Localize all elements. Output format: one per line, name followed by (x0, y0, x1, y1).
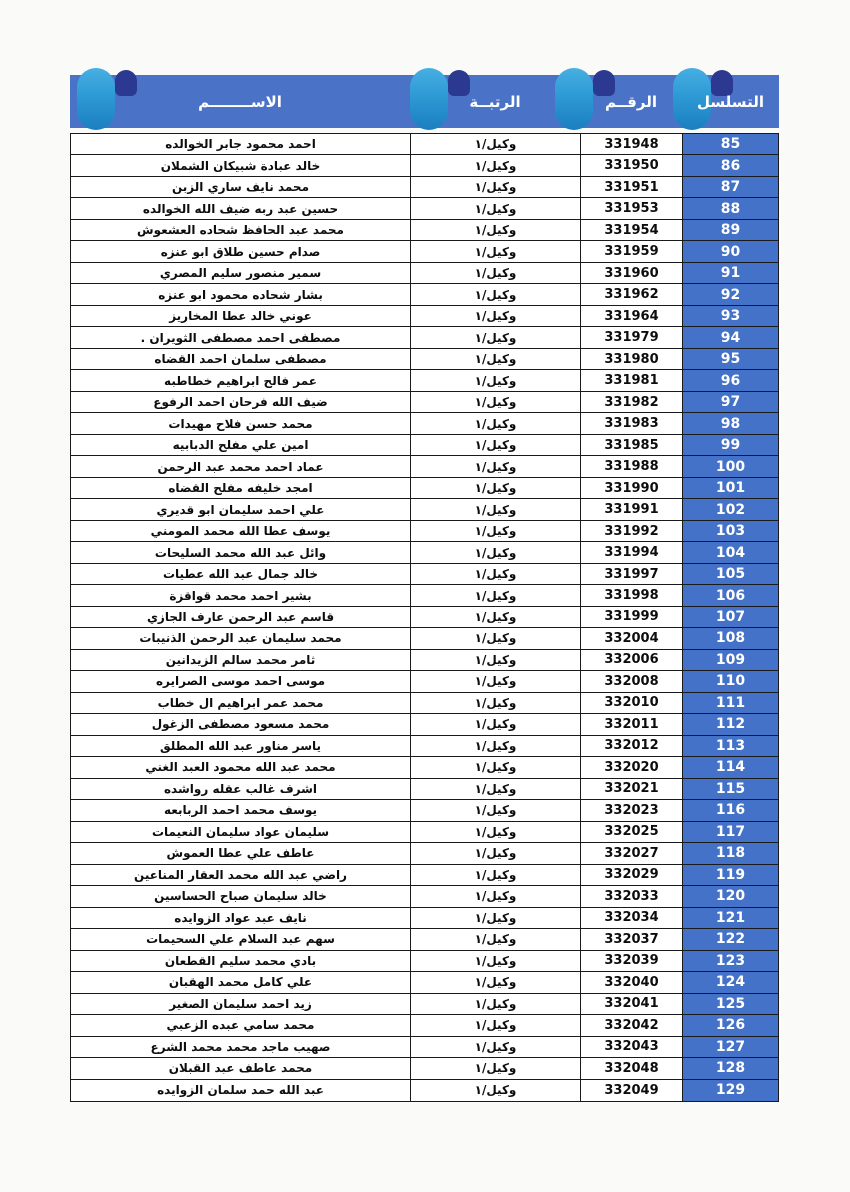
rank-cell: وكيل/١ (411, 1037, 581, 1057)
number-cell: 332023 (581, 800, 683, 821)
number-cell: 331999 (581, 607, 683, 627)
rank-cell: وكيل/١ (411, 671, 581, 691)
personnel-table (70, 75, 779, 1102)
table-row (71, 413, 778, 435)
rank-cell: وكيل/١ (411, 220, 581, 240)
serial-cell: 89 (683, 220, 778, 240)
rank-cell: وكيل/١ (411, 564, 581, 585)
rank-cell: وكيل/١ (411, 263, 581, 284)
serial-cell: 118 (683, 843, 778, 863)
rank-cell: وكيل/١ (411, 241, 581, 261)
serial-cell: 96 (683, 370, 778, 390)
rank-cell: وكيل/١ (411, 886, 581, 906)
rank-cell: وكيل/١ (411, 306, 581, 326)
serial-cell: 92 (683, 284, 778, 304)
rank-cell: وكيل/١ (411, 478, 581, 498)
number-cell: 332006 (581, 650, 683, 671)
table-row (71, 994, 778, 1015)
number-cell: 331982 (581, 392, 683, 412)
column-header-number: الرقــم (605, 92, 657, 111)
name-cell: بشير احمد محمد قواقزة (71, 585, 411, 605)
rank-cell: وكيل/١ (411, 499, 581, 520)
name-cell: وائل عبد الله محمد السليحات (71, 542, 411, 562)
serial-cell: 112 (683, 714, 778, 735)
table-row (71, 607, 778, 628)
rank-cell: وكيل/١ (411, 865, 581, 886)
rank-cell: وكيل/١ (411, 843, 581, 863)
table-header (70, 75, 779, 128)
number-cell: 331980 (581, 349, 683, 370)
number-cell: 331954 (581, 220, 683, 240)
column-header-rank: الرتبــة (469, 92, 521, 111)
name-cell: خالد سليمان صباح الحساسين (71, 886, 411, 906)
table-body (70, 133, 779, 1102)
rank-cell: وكيل/١ (411, 198, 581, 219)
table-row (71, 327, 778, 348)
serial-cell: 98 (683, 413, 778, 434)
serial-cell: 106 (683, 585, 778, 605)
rank-cell: وكيل/١ (411, 435, 581, 455)
number-cell: 331997 (581, 564, 683, 585)
name-cell: نايف عبد عواد الزوايده (71, 908, 411, 928)
number-cell: 332008 (581, 671, 683, 691)
serial-cell: 103 (683, 521, 778, 541)
rank-cell: وكيل/١ (411, 370, 581, 390)
table-row (71, 585, 778, 606)
serial-cell: 126 (683, 1015, 778, 1036)
name-cell: علي احمد سليمان ابو قديري (71, 499, 411, 520)
name-cell: محمد سليمان عبد الرحمن الذنيبات (71, 628, 411, 648)
number-cell: 332043 (581, 1037, 683, 1057)
name-cell: قاسم عبد الرحمن عارف الجازي (71, 607, 411, 627)
rank-cell: وكيل/١ (411, 349, 581, 370)
serial-cell: 85 (683, 134, 778, 154)
table-row (71, 800, 778, 822)
table-row (71, 155, 778, 176)
name-cell: خالد جمال عبد الله عطيات (71, 564, 411, 585)
table-row (71, 693, 778, 714)
number-cell: 332037 (581, 929, 683, 949)
number-cell: 331950 (581, 155, 683, 175)
serial-cell: 93 (683, 306, 778, 326)
number-cell: 332048 (581, 1058, 683, 1078)
number-cell: 331991 (581, 499, 683, 520)
serial-cell: 115 (683, 779, 778, 799)
table-row (71, 843, 778, 864)
rank-cell: وكيل/١ (411, 456, 581, 476)
table-row (71, 349, 778, 371)
number-cell: 331953 (581, 198, 683, 219)
name-cell: راضي عبد الله محمد العقار المناعين (71, 865, 411, 886)
name-cell: موسى احمد موسى الصرايره (71, 671, 411, 691)
number-cell: 332042 (581, 1015, 683, 1036)
table-row (71, 865, 778, 887)
number-cell: 331959 (581, 241, 683, 261)
name-cell: ياسر مناور عبد الله المطلق (71, 736, 411, 756)
name-cell: صدام حسين طلاق ابو عنزه (71, 241, 411, 261)
name-cell: ثامر محمد سالم الزيدانين (71, 650, 411, 671)
name-cell: خالد عبادة شبيكان الشملان (71, 155, 411, 175)
serial-cell: 91 (683, 263, 778, 284)
name-cell: حسين عبد ربه ضيف الله الخوالده (71, 198, 411, 219)
name-cell: محمد عاطف عبد القبلان (71, 1058, 411, 1078)
number-cell: 331988 (581, 456, 683, 476)
column-header-serial: التسلسل (697, 92, 764, 111)
name-cell: يوسف عطا الله محمد المومني (71, 521, 411, 541)
table-row (71, 241, 778, 262)
rank-cell: وكيل/١ (411, 392, 581, 412)
serial-cell: 90 (683, 241, 778, 261)
serial-cell: 116 (683, 800, 778, 821)
table-row (71, 650, 778, 672)
table-row (71, 736, 778, 757)
table-row (71, 564, 778, 586)
name-cell: بشار شحاده محمود ابو عنزه (71, 284, 411, 304)
column-header-name: الاســــــــم (198, 92, 282, 111)
rank-cell: وكيل/١ (411, 542, 581, 562)
serial-cell: 127 (683, 1037, 778, 1057)
rank-cell: وكيل/١ (411, 628, 581, 648)
rank-cell: وكيل/١ (411, 521, 581, 541)
table-row (71, 499, 778, 521)
name-cell: بادي محمد سليم القطعان (71, 951, 411, 972)
rank-cell: وكيل/١ (411, 327, 581, 347)
serial-cell: 119 (683, 865, 778, 886)
number-cell: 331951 (581, 177, 683, 197)
serial-cell: 128 (683, 1058, 778, 1078)
name-cell: محمد حسن فلاح مهيدات (71, 413, 411, 434)
number-cell: 331960 (581, 263, 683, 284)
name-cell: عماد احمد محمد عبد الرحمن (71, 456, 411, 476)
name-cell: سليمان عواد سليمان النعيمات (71, 822, 411, 842)
number-cell: 332025 (581, 822, 683, 842)
name-cell: محمد عبد الحافظ شحاده العشعوش (71, 220, 411, 240)
table-row (71, 1058, 778, 1079)
table-row (71, 951, 778, 973)
number-cell: 331948 (581, 134, 683, 154)
serial-cell: 109 (683, 650, 778, 671)
name-cell: احمد محمود جابر الخوالده (71, 134, 411, 154)
rank-cell: وكيل/١ (411, 1058, 581, 1078)
table-row (71, 177, 778, 198)
serial-cell: 105 (683, 564, 778, 585)
table-row (71, 908, 778, 929)
rank-cell: وكيل/١ (411, 800, 581, 821)
table-row (71, 284, 778, 305)
serial-cell: 95 (683, 349, 778, 370)
name-cell: محمد عمر ابراهيم ال خطاب (71, 693, 411, 713)
table-row (71, 1080, 778, 1102)
name-cell: محمد مسعود مصطفى الزغول (71, 714, 411, 735)
rank-cell: وكيل/١ (411, 155, 581, 175)
serial-cell: 88 (683, 198, 778, 219)
serial-cell: 124 (683, 972, 778, 992)
name-cell: صهيب ماجد محمد محمد الشرع (71, 1037, 411, 1057)
rank-cell: وكيل/١ (411, 994, 581, 1014)
name-cell: زيد احمد سليمان الصغير (71, 994, 411, 1014)
name-cell: علي كامل محمد الهقبان (71, 972, 411, 992)
name-cell: يوسف محمد احمد الربابعه (71, 800, 411, 821)
table-row (71, 671, 778, 692)
table-row (71, 263, 778, 285)
rank-cell: وكيل/١ (411, 972, 581, 992)
serial-cell: 122 (683, 929, 778, 949)
rank-cell: وكيل/١ (411, 134, 581, 154)
serial-cell: 108 (683, 628, 778, 648)
serial-cell: 125 (683, 994, 778, 1014)
name-cell: سمير منصور سليم المصري (71, 263, 411, 284)
serial-cell: 114 (683, 757, 778, 777)
serial-cell: 97 (683, 392, 778, 412)
rank-cell: وكيل/١ (411, 908, 581, 928)
number-cell: 331998 (581, 585, 683, 605)
table-row (71, 714, 778, 736)
rank-cell: وكيل/١ (411, 585, 581, 605)
number-cell: 332034 (581, 908, 683, 928)
number-cell: 332004 (581, 628, 683, 648)
number-cell: 331983 (581, 413, 683, 434)
table-row (71, 198, 778, 220)
name-cell: مصطفى سلمان احمد القضاه (71, 349, 411, 370)
number-cell: 331979 (581, 327, 683, 347)
serial-cell: 86 (683, 155, 778, 175)
number-cell: 332021 (581, 779, 683, 799)
number-cell: 331990 (581, 478, 683, 498)
table-row (71, 220, 778, 241)
name-cell: محمد عبد الله محمود العبد الغني (71, 757, 411, 777)
number-cell: 332040 (581, 972, 683, 992)
name-cell: امجد خليفه مفلح القضاه (71, 478, 411, 498)
table-row (71, 478, 778, 499)
rank-cell: وكيل/١ (411, 929, 581, 949)
number-cell: 332029 (581, 865, 683, 886)
table-row (71, 757, 778, 778)
serial-cell: 121 (683, 908, 778, 928)
serial-cell: 107 (683, 607, 778, 627)
rank-cell: وكيل/١ (411, 1080, 581, 1102)
name-cell: عوني خالد عطا المخاريز (71, 306, 411, 326)
name-cell: سهم عبد السلام علي السحيمات (71, 929, 411, 949)
rank-cell: وكيل/١ (411, 177, 581, 197)
rank-cell: وكيل/١ (411, 951, 581, 972)
table-row (71, 542, 778, 563)
table-row (71, 134, 778, 155)
table-row (71, 370, 778, 391)
number-cell: 332020 (581, 757, 683, 777)
number-cell: 331994 (581, 542, 683, 562)
number-cell: 332033 (581, 886, 683, 906)
rank-cell: وكيل/١ (411, 284, 581, 304)
rank-cell: وكيل/١ (411, 736, 581, 756)
table-row (71, 929, 778, 950)
rank-cell: وكيل/١ (411, 779, 581, 799)
serial-cell: 110 (683, 671, 778, 691)
serial-cell: 129 (683, 1080, 778, 1102)
number-cell: 332027 (581, 843, 683, 863)
number-cell: 331964 (581, 306, 683, 326)
table-row (71, 972, 778, 993)
serial-cell: 120 (683, 886, 778, 906)
number-cell: 332049 (581, 1080, 683, 1102)
rank-cell: وكيل/١ (411, 1015, 581, 1036)
name-cell: محمد نايف ساري الزبن (71, 177, 411, 197)
number-cell: 331985 (581, 435, 683, 455)
number-cell: 332012 (581, 736, 683, 756)
number-cell: 332041 (581, 994, 683, 1014)
number-cell: 331992 (581, 521, 683, 541)
number-cell: 331981 (581, 370, 683, 390)
serial-cell: 99 (683, 435, 778, 455)
name-cell: عبد الله حمد سلمان الزوايده (71, 1080, 411, 1102)
table-row (71, 1015, 778, 1037)
serial-cell: 123 (683, 951, 778, 972)
name-cell: عمر فالح ابراهيم خطاطبه (71, 370, 411, 390)
table-row (71, 392, 778, 413)
table-row (71, 822, 778, 843)
serial-cell: 104 (683, 542, 778, 562)
rank-cell: وكيل/١ (411, 607, 581, 627)
name-cell: ضيف الله فرحان احمد الرفوع (71, 392, 411, 412)
serial-cell: 87 (683, 177, 778, 197)
table-row (71, 521, 778, 542)
table-row (71, 886, 778, 907)
rank-cell: وكيل/١ (411, 757, 581, 777)
serial-cell: 100 (683, 456, 778, 476)
table-row (71, 1037, 778, 1058)
number-cell: 332039 (581, 951, 683, 972)
rank-cell: وكيل/١ (411, 693, 581, 713)
number-cell: 332011 (581, 714, 683, 735)
serial-cell: 101 (683, 478, 778, 498)
name-cell: محمد سامي عبده الزعبي (71, 1015, 411, 1036)
name-cell: مصطفى احمد مصطفى الثويران . (71, 327, 411, 347)
number-cell: 331962 (581, 284, 683, 304)
serial-cell: 94 (683, 327, 778, 347)
name-cell: اشرف غالب عقله رواشده (71, 779, 411, 799)
rank-cell: وكيل/١ (411, 650, 581, 671)
number-cell: 332010 (581, 693, 683, 713)
name-cell: عاطف علي عطا العموش (71, 843, 411, 863)
rank-cell: وكيل/١ (411, 714, 581, 735)
serial-cell: 117 (683, 822, 778, 842)
rank-cell: وكيل/١ (411, 413, 581, 434)
table-row (71, 456, 778, 477)
table-row (71, 435, 778, 456)
name-cell: امين علي مفلح الدبابيه (71, 435, 411, 455)
table-row (71, 306, 778, 327)
rank-cell: وكيل/١ (411, 822, 581, 842)
serial-cell: 113 (683, 736, 778, 756)
serial-cell: 111 (683, 693, 778, 713)
table-row (71, 779, 778, 800)
serial-cell: 102 (683, 499, 778, 520)
table-row (71, 628, 778, 649)
